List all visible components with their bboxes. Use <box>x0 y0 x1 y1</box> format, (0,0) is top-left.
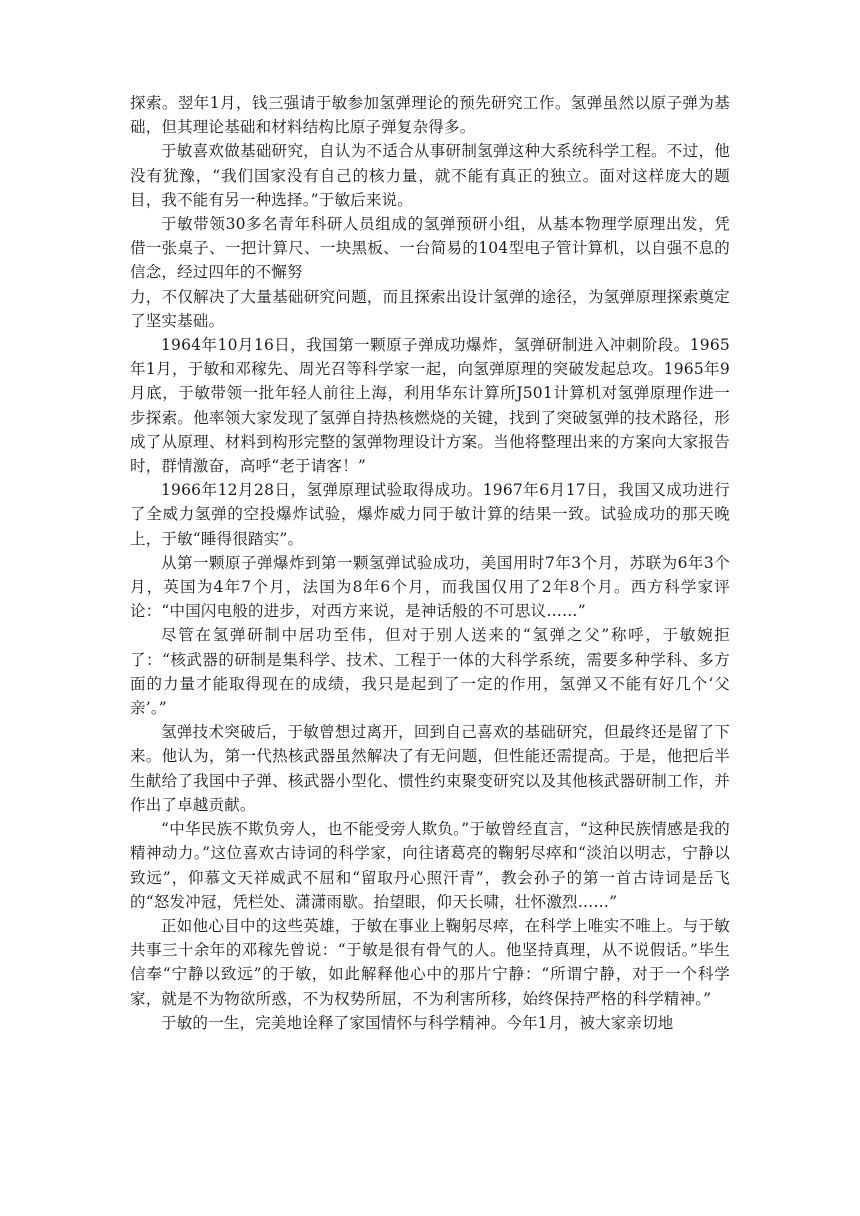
paragraph-7: 从第一颗原子弹爆炸到第一颗氢弹试验成功，美国用时7年3个月，苏联为6年3个月，英国为4年7个月，法国为8年6个月，而我国仅用了2年8个月。西方科学家评论：“中国闪电般的进步，对西方来说，是神话般的不可思议……” <box>130 553 730 621</box>
paragraph-2: 于敏喜欢做基础研究，自认为不适合从事研制氢弹这种大系统科学工程。不过，他没有犹豫，“我们国家没有自己的核力量，就不能有真正的独立。面对这样庞大的题目，我不能有另一种选择。”于敏后来说。 <box>130 142 730 209</box>
paragraph-9: 氢弹技术突破后，于敏曾想过离开，回到自己喜欢的基础研究，但最终还是留了下来。他认为，第一代热核武器虽然解决了有无问题，但性能还需提高。于是，他把后半生献给了我国中子弹、核武器小型化、惯性约束聚变研究以及其他核武器研制工作，并作出了卓越贡献。 <box>130 723 730 814</box>
paragraph-12: 于敏的一生，完美地诠释了家国情怀与科学精神。今年1月，被大家亲切地 <box>161 1013 674 1032</box>
article-body <box>130 91 730 1035</box>
paragraph-3: 于敏带领30多名青年科研人员组成的氢弹预研小组，从基本物理学原理出发，凭借一张桌子、一把计算尺、一块黑板、一台简易的104型电子管计算机，以自强不息的信念，经过四年的不懈努 <box>130 215 730 282</box>
paragraph-11: 正如他心目中的这些英雄，于敏在事业上鞠躬尽瘁，在科学上唯实不唯上。与于敏共事三十余年的邓稼先曾说：“于敏是很有骨气的人。他坚持真理，从不说假话。”毕生信奉“宁静以致远”的于敏，如此解释他心中的那片宁静：“所谓宁静，对于一个科学家，就是不为物欲所惑，不为权势所屈，不为利害所移，始终保持严格的科学精神。” <box>130 916 730 1008</box>
paragraph-8: 尽管在氢弹研制中居功至伟，但对于别人送来的“氢弹之父”称呼，于敏婉拒了：“核武器的研制是集科学、技术、工程于一体的大科学系统，需要多种学科、多方面的力量才能取得现在的成绩，我只是起到了一定的作用，氢弹又不能有好几个‘父亲’。” <box>130 626 730 718</box>
paragraph-1: 探索。翌年1月，钱三强请于敏参加氢弹理论的预先研究工作。氢弹虽然以原子弹为基础，但其理论基础和材料结构比原子弹复杂得多。 <box>130 94 730 137</box>
paragraph-4: 力，不仅解决了大量基础研究问题，而且探索出设计氢弹的途径，为氢弹原理探索奠定了坚实基础。 <box>130 287 730 330</box>
paragraph-6: 1966年12月28日，氢弹原理试验取得成功。1967年6月17日，我国又成功进行了全威力氢弹的空投爆炸试验，爆炸威力同于敏计算的结果一致。试验成功的那天晚上，于敏“睡得很踏实”。 <box>130 481 730 548</box>
paragraph-5: 1964年10月16日，我国第一颗原子弹成功爆炸，氢弹研制进入冲刺阶段。1965年1月，于敏和邓稼先、周光召等科学家一起，向氢弹原理的突破发起总攻。1965年9月底，于敏带领一批年轻人前往上海，利用华东计算所J501计算机对氢弹原理作进一步探索。他率领大家发现了氢弹自持热核燃烧的关键，找到了突破氢弹的技术路径，形成了从原理、材料到构形完整的氢弹物理设计方案。当他将整理出来的方案向大家报告时，群情激奋，高呼“老于请客！” <box>130 336 730 476</box>
paragraph-10: “中华民族不欺负旁人，也不能受旁人欺负。”于敏曾经直言，“这种民族情感是我的精神动力。”这位喜欢古诗词的科学家，向往诸葛亮的鞠躬尽瘁和“淡泊以明志，宁静以致远”，仰慕文天祥威武不屈和“留取丹心照汗青”，教会孙子的第一首古诗词是岳飞的“怒发冲冠，凭栏处、潇潇雨歇。抬望眼，仰天长啸，壮怀激烈……” <box>130 820 730 911</box>
